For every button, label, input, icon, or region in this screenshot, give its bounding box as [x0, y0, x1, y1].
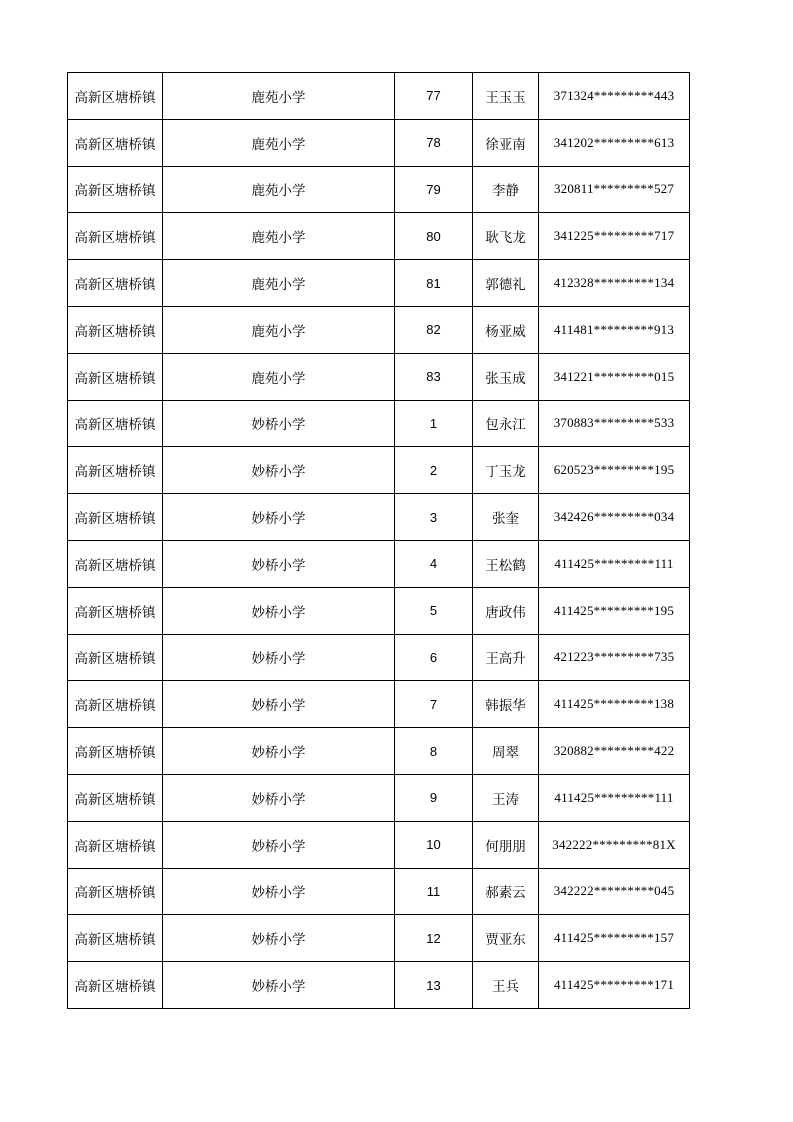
table-row — [68, 915, 690, 962]
town-cell: 高新区塘桥镇 — [68, 587, 163, 634]
person-name-cell: 李静 — [473, 166, 539, 213]
person-name-cell: 王高升 — [473, 634, 539, 681]
town-cell: 高新区塘桥镇 — [68, 494, 163, 541]
school-cell: 鹿苑小学 — [163, 306, 395, 353]
town-cell: 高新区塘桥镇 — [68, 774, 163, 821]
school-cell: 鹿苑小学 — [163, 73, 395, 120]
table-row — [68, 962, 690, 1009]
town-cell: 高新区塘桥镇 — [68, 353, 163, 400]
school-cell: 鹿苑小学 — [163, 353, 395, 400]
town-cell: 高新区塘桥镇 — [68, 447, 163, 494]
sequence-number-cell: 2 — [395, 447, 473, 494]
school-cell: 鹿苑小学 — [163, 166, 395, 213]
school-cell: 妙桥小学 — [163, 821, 395, 868]
town-cell: 高新区塘桥镇 — [68, 634, 163, 681]
person-name-cell: 王玉玉 — [473, 73, 539, 120]
town-cell: 高新区塘桥镇 — [68, 306, 163, 353]
person-name-cell: 何朋朋 — [473, 821, 539, 868]
table-row — [68, 353, 690, 400]
table-row — [68, 728, 690, 775]
id-number-cell: 342426*********034 — [539, 494, 690, 541]
sequence-number-cell: 9 — [395, 774, 473, 821]
id-number-cell: 421223*********735 — [539, 634, 690, 681]
table-row — [68, 681, 690, 728]
sequence-number-cell: 82 — [395, 306, 473, 353]
person-name-cell: 杨亚威 — [473, 306, 539, 353]
id-number-cell: 411425*********111 — [539, 774, 690, 821]
school-cell: 妙桥小学 — [163, 774, 395, 821]
school-cell: 妙桥小学 — [163, 915, 395, 962]
sequence-number-cell: 83 — [395, 353, 473, 400]
town-cell: 高新区塘桥镇 — [68, 73, 163, 120]
sequence-number-cell: 8 — [395, 728, 473, 775]
sequence-number-cell: 12 — [395, 915, 473, 962]
id-number-cell: 411425*********195 — [539, 587, 690, 634]
person-name-cell: 王涛 — [473, 774, 539, 821]
sequence-number-cell: 7 — [395, 681, 473, 728]
sequence-number-cell: 13 — [395, 962, 473, 1009]
table-row — [68, 494, 690, 541]
school-cell: 妙桥小学 — [163, 962, 395, 1009]
id-number-cell: 411425*********171 — [539, 962, 690, 1009]
id-number-cell: 412328*********134 — [539, 260, 690, 307]
school-cell: 鹿苑小学 — [163, 213, 395, 260]
person-name-cell: 郝素云 — [473, 868, 539, 915]
school-cell: 妙桥小学 — [163, 587, 395, 634]
roster-table — [67, 72, 690, 1009]
table-row — [68, 868, 690, 915]
person-name-cell: 王兵 — [473, 962, 539, 1009]
id-number-cell: 341202*********613 — [539, 119, 690, 166]
id-number-cell: 620523*********195 — [539, 447, 690, 494]
roster-table-body — [68, 73, 690, 1009]
table-row — [68, 634, 690, 681]
id-number-cell: 411425*********157 — [539, 915, 690, 962]
town-cell: 高新区塘桥镇 — [68, 540, 163, 587]
school-cell: 妙桥小学 — [163, 681, 395, 728]
person-name-cell: 韩振华 — [473, 681, 539, 728]
school-cell: 鹿苑小学 — [163, 260, 395, 307]
school-cell: 妙桥小学 — [163, 728, 395, 775]
table-row — [68, 119, 690, 166]
person-name-cell: 贾亚东 — [473, 915, 539, 962]
id-number-cell: 341225*********717 — [539, 213, 690, 260]
town-cell: 高新区塘桥镇 — [68, 260, 163, 307]
id-number-cell: 411481*********913 — [539, 306, 690, 353]
id-number-cell: 370883*********533 — [539, 400, 690, 447]
sequence-number-cell: 1 — [395, 400, 473, 447]
sequence-number-cell: 4 — [395, 540, 473, 587]
sequence-number-cell: 10 — [395, 821, 473, 868]
town-cell: 高新区塘桥镇 — [68, 821, 163, 868]
id-number-cell: 320811*********527 — [539, 166, 690, 213]
person-name-cell: 周翠 — [473, 728, 539, 775]
town-cell: 高新区塘桥镇 — [68, 119, 163, 166]
person-name-cell: 张奎 — [473, 494, 539, 541]
town-cell: 高新区塘桥镇 — [68, 681, 163, 728]
town-cell: 高新区塘桥镇 — [68, 915, 163, 962]
id-number-cell: 411425*********111 — [539, 540, 690, 587]
id-number-cell: 342222*********81X — [539, 821, 690, 868]
id-number-cell: 342222*********045 — [539, 868, 690, 915]
id-number-cell: 411425*********138 — [539, 681, 690, 728]
sequence-number-cell: 11 — [395, 868, 473, 915]
id-number-cell: 341221*********015 — [539, 353, 690, 400]
person-name-cell: 郭德礼 — [473, 260, 539, 307]
school-cell: 妙桥小学 — [163, 540, 395, 587]
person-name-cell: 张玉成 — [473, 353, 539, 400]
table-row — [68, 213, 690, 260]
town-cell: 高新区塘桥镇 — [68, 213, 163, 260]
town-cell: 高新区塘桥镇 — [68, 868, 163, 915]
sequence-number-cell: 77 — [395, 73, 473, 120]
sequence-number-cell: 80 — [395, 213, 473, 260]
school-cell: 鹿苑小学 — [163, 119, 395, 166]
sequence-number-cell: 3 — [395, 494, 473, 541]
table-row — [68, 447, 690, 494]
person-name-cell: 唐政伟 — [473, 587, 539, 634]
table-row — [68, 306, 690, 353]
table-row — [68, 821, 690, 868]
sequence-number-cell: 79 — [395, 166, 473, 213]
table-row — [68, 73, 690, 120]
sequence-number-cell: 78 — [395, 119, 473, 166]
school-cell: 妙桥小学 — [163, 447, 395, 494]
town-cell: 高新区塘桥镇 — [68, 962, 163, 1009]
school-cell: 妙桥小学 — [163, 634, 395, 681]
table-row — [68, 260, 690, 307]
person-name-cell: 包永江 — [473, 400, 539, 447]
sequence-number-cell: 6 — [395, 634, 473, 681]
id-number-cell: 320882*********422 — [539, 728, 690, 775]
table-row — [68, 774, 690, 821]
table-row — [68, 540, 690, 587]
town-cell: 高新区塘桥镇 — [68, 400, 163, 447]
sequence-number-cell: 81 — [395, 260, 473, 307]
table-row — [68, 400, 690, 447]
town-cell: 高新区塘桥镇 — [68, 166, 163, 213]
town-cell: 高新区塘桥镇 — [68, 728, 163, 775]
school-cell: 妙桥小学 — [163, 400, 395, 447]
school-cell: 妙桥小学 — [163, 494, 395, 541]
person-name-cell: 丁玉龙 — [473, 447, 539, 494]
id-number-cell: 371324*********443 — [539, 73, 690, 120]
person-name-cell: 徐亚南 — [473, 119, 539, 166]
school-cell: 妙桥小学 — [163, 868, 395, 915]
table-row — [68, 587, 690, 634]
person-name-cell: 耿飞龙 — [473, 213, 539, 260]
table-row — [68, 166, 690, 213]
sequence-number-cell: 5 — [395, 587, 473, 634]
person-name-cell: 王松鹤 — [473, 540, 539, 587]
